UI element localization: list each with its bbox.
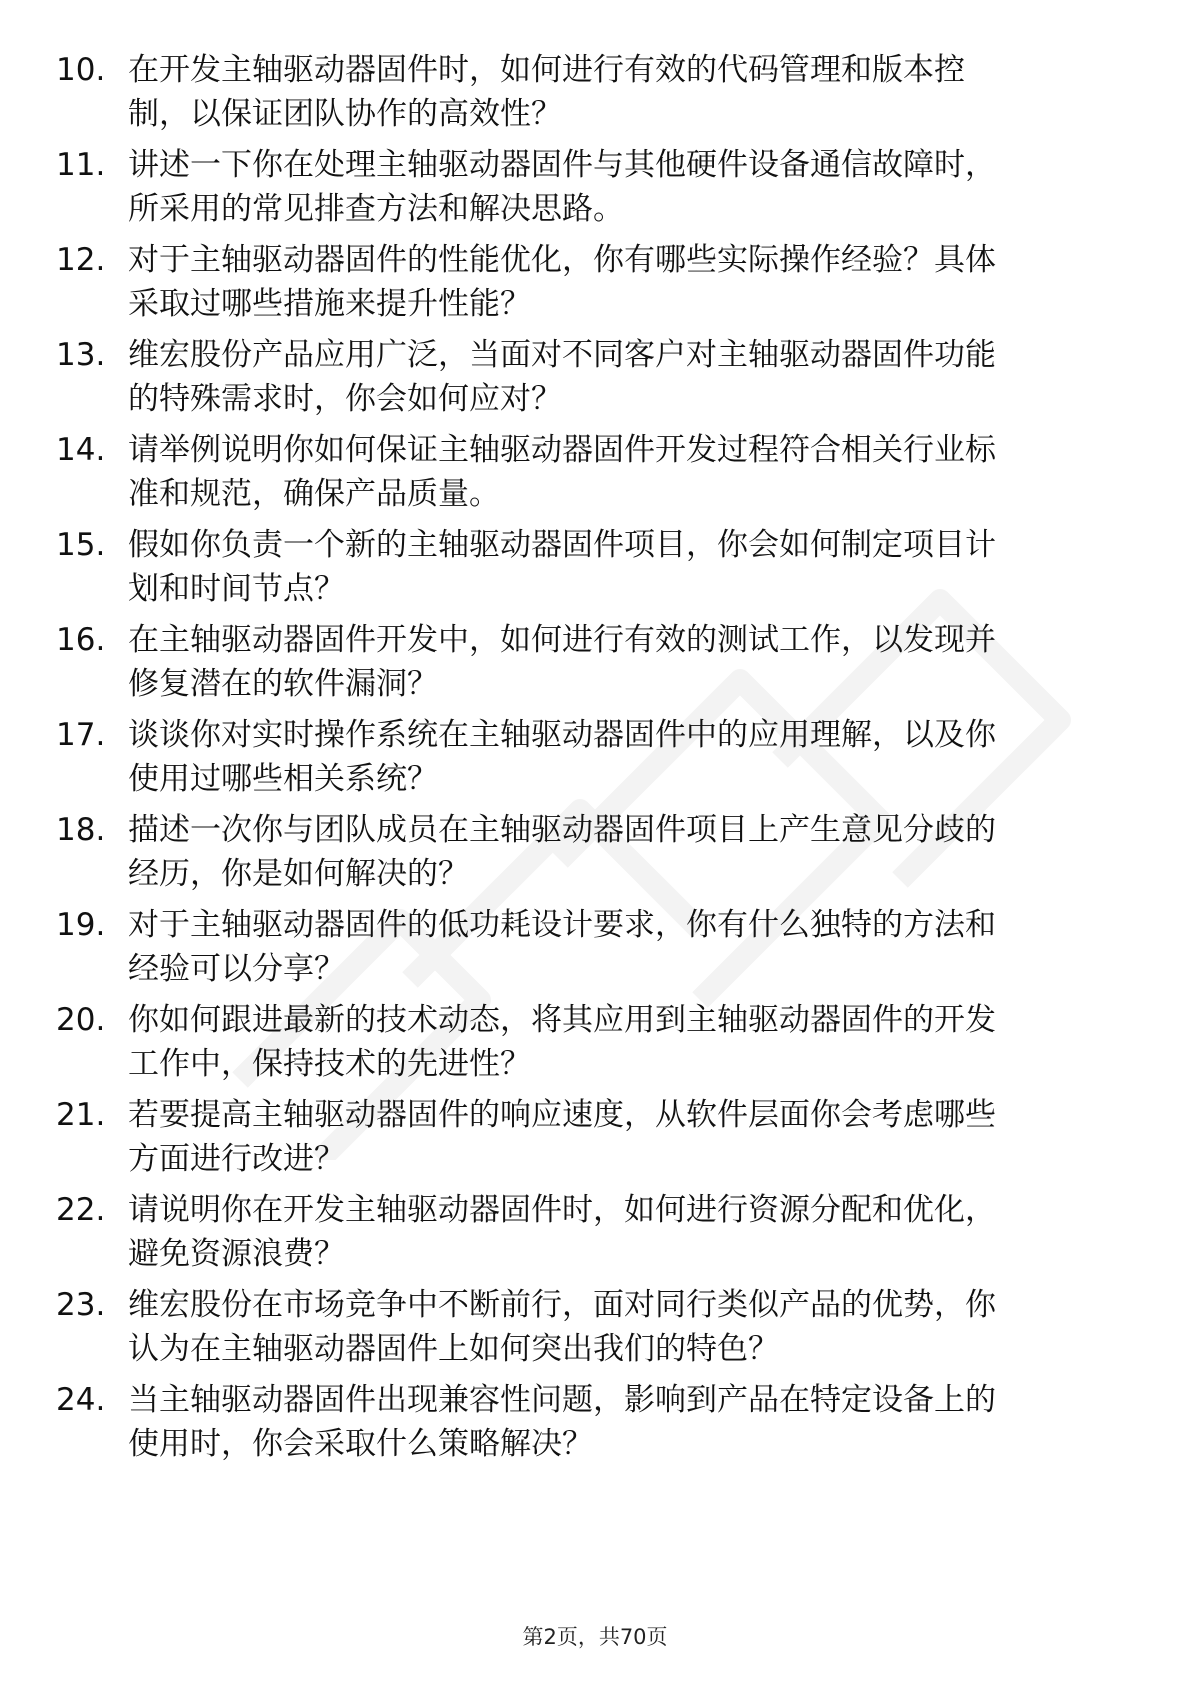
list-item xyxy=(0,1093,1190,1183)
question-text: 讲述一下你在处理主轴驱动器固件与其他硬件设备通信故障时， 所采用的常见排查方法和解决思路。 xyxy=(128,147,996,227)
question-number: 15. xyxy=(56,527,106,563)
question-number: 21. xyxy=(56,1097,106,1133)
question-number: 11. xyxy=(56,147,106,183)
question-number: 12. xyxy=(56,242,106,278)
question-number: 16. xyxy=(56,622,106,658)
list-item xyxy=(0,1188,1190,1278)
question-text: 假如你负责一个新的主轴驱动器固件项目，你会如何制定项目计 划和时间节点？ xyxy=(128,527,996,607)
question-text: 维宏股份在市场竞争中不断前行，面对同行类似产品的优势，你 认为在主轴驱动器固件上如何突出我们的特色？ xyxy=(128,1287,996,1367)
list-item xyxy=(0,903,1190,993)
list-item xyxy=(0,333,1190,423)
list-item xyxy=(0,1378,1190,1468)
question-number: 22. xyxy=(56,1192,106,1228)
list-item xyxy=(0,713,1190,803)
question-number: 20. xyxy=(56,1002,106,1038)
question-text: 在开发主轴驱动器固件时，如何进行有效的代码管理和版本控 制，以保证团队协作的高效性？ xyxy=(128,52,965,132)
list-item xyxy=(0,48,1190,138)
question-text: 维宏股份产品应用广泛，当面对不同客户对主轴驱动器固件功能 的特殊需求时，你会如何应对？ xyxy=(128,337,996,417)
list-item xyxy=(0,618,1190,708)
page-number: 第2页，共70页 xyxy=(522,1625,668,1649)
question-text: 请举例说明你如何保证主轴驱动器固件开发过程符合相关行业标 准和规范，确保产品质量。 xyxy=(128,432,996,512)
list-item xyxy=(0,428,1190,518)
question-text: 描述一次你与团队成员在主轴驱动器固件项目上产生意见分歧的 经历，你是如何解决的？ xyxy=(128,812,996,892)
question-text: 对于主轴驱动器固件的性能优化，你有哪些实际操作经验？具体 采取过哪些措施来提升性能？ xyxy=(128,242,996,322)
question-text: 请说明你在开发主轴驱动器固件时，如何进行资源分配和优化， 避免资源浪费？ xyxy=(128,1192,996,1272)
question-text: 在主轴驱动器固件开发中，如何进行有效的测试工作，以发现并 修复潜在的软件漏洞？ xyxy=(128,622,996,702)
question-text: 若要提高主轴驱动器固件的响应速度，从软件层面你会考虑哪些 方面进行改进？ xyxy=(128,1097,996,1177)
question-number: 14. xyxy=(56,432,106,468)
list-item xyxy=(0,238,1190,328)
question-number: 18. xyxy=(56,812,106,848)
question-number: 19. xyxy=(56,907,106,943)
question-number: 17. xyxy=(56,717,106,753)
list-item xyxy=(0,808,1190,898)
list-item xyxy=(0,1283,1190,1373)
list-item xyxy=(0,523,1190,613)
question-text: 对于主轴驱动器固件的低功耗设计要求，你有什么独特的方法和 经验可以分享？ xyxy=(128,907,996,987)
question-number: 24. xyxy=(56,1382,106,1418)
question-number: 13. xyxy=(56,337,106,373)
question-text: 谈谈你对实时操作系统在主轴驱动器固件中的应用理解，以及你 使用过哪些相关系统？ xyxy=(128,717,996,797)
question-number: 10. xyxy=(56,52,106,88)
list-item xyxy=(0,998,1190,1088)
page-footer xyxy=(0,1622,1190,1652)
question-text: 当主轴驱动器固件出现兼容性问题，影响到产品在特定设备上的 使用时，你会采取什么策略解决？ xyxy=(128,1382,996,1462)
question-number: 23. xyxy=(56,1287,106,1323)
question-text: 你如何跟进最新的技术动态，将其应用到主轴驱动器固件的开发 工作中，保持技术的先进性？ xyxy=(128,1002,996,1082)
list-item xyxy=(0,143,1190,233)
